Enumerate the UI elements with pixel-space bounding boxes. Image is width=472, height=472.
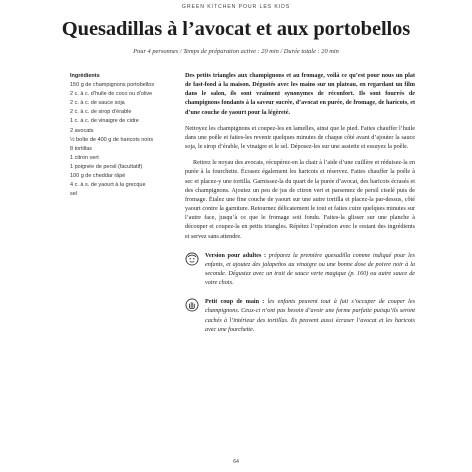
adult-face-icon	[185, 252, 199, 266]
ingredient-item: 2 c. à c. d’huile de coco ou d’olive	[70, 91, 153, 98]
ingredient-list	[70, 72, 172, 199]
recipe-title: Quesadillas à l’avocat et aux portobellos	[61, 18, 411, 40]
ingredient-item: 2 c. à c. de sirop d’érable	[70, 109, 132, 116]
recipe-body	[185, 72, 415, 335]
note-text: les enfants peuvent tout à fait s’occuper de couper les champignons. Ceux-ci n’ont pas besoin d’avoir une forme parfaite puisqu’ils seront cachés à l’intérieur des tortillas. Ils peuvent aussi écraser l’avocat et les haricots avec une fourchette.	[205, 299, 415, 333]
helping-hand-note	[185, 298, 415, 335]
note-text: préparez la première quesadilla comme indiqué pour les enfants, et ajoutez des jalapeños au vinaigre ou une bonne dose de poivre noir à la seconde. Dégustez avec un trait de sauce verte magique (p. 160) ou autre sauce de votre choix.	[205, 252, 415, 287]
ingredient-item: sel	[70, 191, 78, 198]
page-number: 64	[233, 459, 239, 465]
note-label: Petit coup de main :	[205, 299, 265, 306]
ingredient-item: ½ boîte de 400 g de haricots noirs	[70, 136, 154, 143]
ingredient-item: 2 avocats	[70, 127, 94, 134]
ingredient-item: 2 c. à c. de sauce soja	[70, 100, 125, 107]
note-label: Version pour adultes :	[205, 252, 267, 259]
ingredients-heading: Ingrédients	[70, 73, 100, 79]
recipe-meta: Pour 4 personnes / Temps de préparation active : 20 min / Durée totale : 20 min	[133, 48, 339, 55]
running-header: GREEN KITCHEN POUR LES KIDS	[181, 4, 291, 10]
step-paragraph: Nettoyez les champignons et coupez-les en lamelles, ainsi que le pied. Faites chauffer l’huile dans une poêle et faites-les revenir quelques minutes de chaque côté avant d’ajouter la sauce soja, le sirop d’érable, le vinaigre et le sel. Déposez-les sur une assiette et essuyez la poêle.	[185, 125, 415, 151]
ingredient-item: 1 citron vert	[70, 154, 99, 161]
adult-version-note	[185, 252, 415, 289]
child-hand-icon	[185, 298, 199, 312]
ingredient-item: 1 poignée de persil (facultatif)	[70, 163, 143, 170]
ingredient-item: 1 c. à c. de vinaigre de cidre	[70, 118, 139, 125]
ingredient-item: 8 tortillas	[70, 145, 93, 152]
ingredient-item: 100 g de cheddar râpé	[70, 173, 126, 180]
ingredient-item: 150 g de champignons portobellos	[70, 82, 155, 89]
step-paragraph: Retirez le noyau des avocats, récupérez-en la chair à l’aide d’une cuillère et réduisez-la en purée à la fourchette. Écrasez également les haricots et réservez. Faites chauffer la poêle à sec et placez-y une tortilla. Garnissez-la du quart de la purée d’avocat, des haricots écrasés et des champignons. Ajoutez un peu de jus de citron vert et parsemez de persil ciselé puis de fromage. Étalez une fine couche de yaourt sur une autre tortilla et placez-la par-dessus, côté yaourt contre la garniture. Retournez délicatement le tout et faites cuire quelques minutes sur l’autre face, jusqu’à ce que le fromage soit fondu. Faites-la glisser sur une planche à découper et coupez-la en petits triangles. Répétez l’opération avec le restant des ingrédients et servez sans attendre.	[185, 160, 415, 240]
ingredient-item: 4 c. à s. de yaourt à la grecque	[70, 182, 146, 189]
intro-paragraph: Des petits triangles aux champignons et au fromage, voilà ce qu’est pour nous un plat de fast-food à la maison. Dégustés avec les mains sur un plateau, en regardant un film dans le salon, ils sont vraiment synonymes de réconfort. Ils sont fourrés de champignons fondants à la saveur sucrée, d’avocat en purée, de fromage, de haricots, et d’une couche de yaourt pour la légèreté.	[185, 73, 415, 116]
